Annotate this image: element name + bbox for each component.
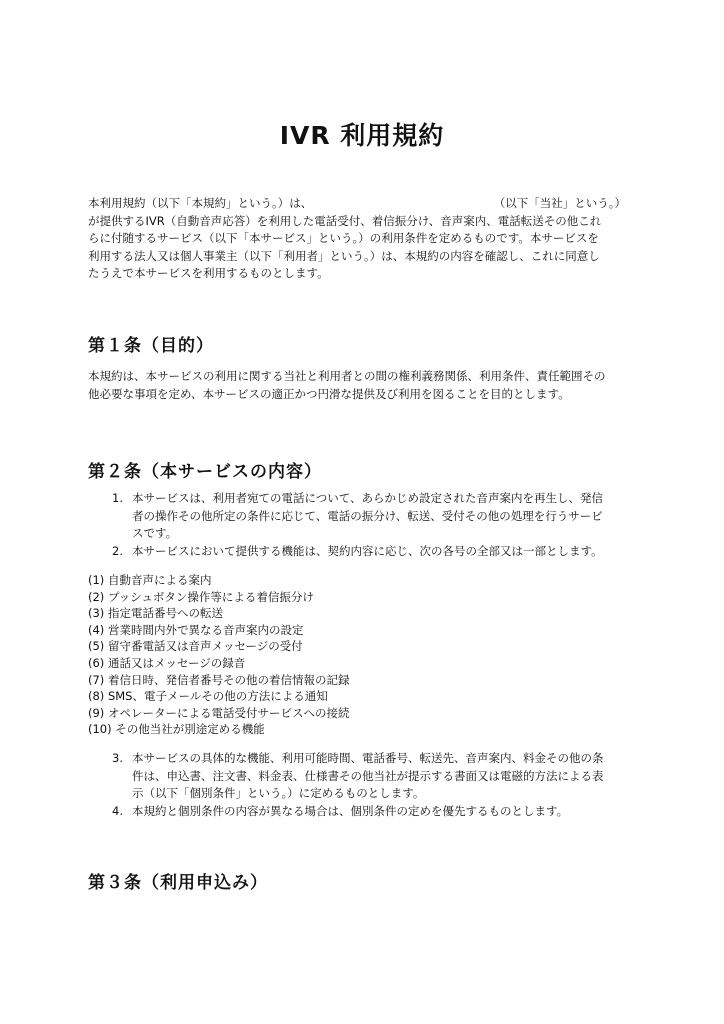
list-item bbox=[88, 803, 648, 821]
function-item: (10) その他当社が別途定める機能 bbox=[88, 722, 265, 737]
list-item-line: スです。 bbox=[132, 526, 178, 540]
intro-line: 利用する法人又は個人事業主（以下「利用者」という。）は、本規約の内容を確認し、これに同意し bbox=[88, 248, 600, 263]
intro-line: らに付随するサービス（以下「本サービス」という。）の利用条件を定めるものです。本サービスを bbox=[88, 231, 599, 245]
function-item: (1) 自動音声による案内 bbox=[88, 573, 212, 587]
list-item bbox=[88, 543, 648, 561]
article-3-heading: 第３条（利用申込み） bbox=[88, 873, 268, 893]
intro-line-left: 本利用規約（以下「本規約」という。）は、 bbox=[88, 196, 313, 210]
intro-line: たうえで本サービスを利用するものとします。 bbox=[88, 266, 329, 280]
article-1-line: 本規約は、本サービスの利用に関する当社と利用者との間の権利義務関係、利用条件、責任範囲その bbox=[88, 369, 606, 383]
list-item-line: 本規約と個別条件の内容が異なる場合は、個別条件の定めを優先するものとします。 bbox=[132, 803, 569, 818]
article-2-heading: 第２条（本サービスの内容） bbox=[88, 462, 322, 482]
list-item-line: 本サービスにおいて提供する機能は、契約内容に応じ、次の各号の全部又は一部とします。 bbox=[132, 543, 603, 558]
article-2-list-continued bbox=[88, 750, 648, 820]
intro-line: が提供するIVR（自動音声応答）を利用した電話受付、着信振分け、音声案内、電話転送その他これ bbox=[88, 213, 602, 228]
list-item-line: 件は、申込書、注文書、料金表、仕様書その他当社が提示する書面又は電磁的方法による表 bbox=[132, 768, 604, 783]
function-item: (2) プッシュボタン操作等による着信振分け bbox=[88, 589, 314, 604]
intro-paragraph bbox=[88, 195, 648, 283]
function-item: (8) SMS、電子メールその他の方法による通知 bbox=[88, 689, 328, 704]
function-item: (6) 通話又はメッセージの録音 bbox=[88, 655, 246, 670]
list-item-number: 2. bbox=[112, 543, 123, 558]
intro-line bbox=[88, 195, 626, 213]
list-item-line: 者の操作その他所定の条件に応じて、電話の振分け、転送、受付その他の処理を行うサービ bbox=[132, 508, 603, 523]
article-1-paragraph bbox=[88, 368, 648, 403]
list-item-number: 1. bbox=[112, 491, 123, 505]
function-item: (7) 着信日時、発信者番号その他の着信情報の記録 bbox=[88, 672, 350, 687]
list-item-line: 本サービスは、利用者宛ての電話について、あらかじめ設定された音声案内を再生し、発信 bbox=[132, 491, 604, 505]
article-1-heading: 第１条（目的） bbox=[88, 336, 214, 356]
function-item: (9) オペレーターによる電話受付サービスへの接続 bbox=[88, 705, 350, 720]
list-item-number: 4. bbox=[112, 803, 123, 818]
function-item: (5) 留守番電話又は音声メッセージの受付 bbox=[88, 639, 303, 654]
function-item: (4) 営業時間内外で異なる音声案内の設定 bbox=[88, 622, 304, 637]
list-item bbox=[88, 750, 648, 803]
list-item-line: 示（以下「個別条件」という。）に定めるものとします。 bbox=[132, 786, 425, 800]
list-item-line: 本サービスの具体的な機能、利用可能時間、電話番号、転送先、音声案内、料金その他の条 bbox=[132, 751, 604, 765]
intro-line-right: （以下「当社」という。） bbox=[493, 196, 626, 210]
document-title: IVR 利用規約 bbox=[279, 121, 445, 150]
function-item: (3) 指定電話番号への転送 bbox=[88, 606, 223, 621]
list-item-number: 3. bbox=[112, 751, 123, 765]
article-2-list bbox=[88, 490, 648, 560]
article-1-line: 他必要な事項を定め、本サービスの適正かつ円滑な提供及び利用を図ることを目的とします。 bbox=[88, 386, 570, 401]
list-item bbox=[88, 490, 648, 543]
function-list bbox=[88, 572, 648, 738]
